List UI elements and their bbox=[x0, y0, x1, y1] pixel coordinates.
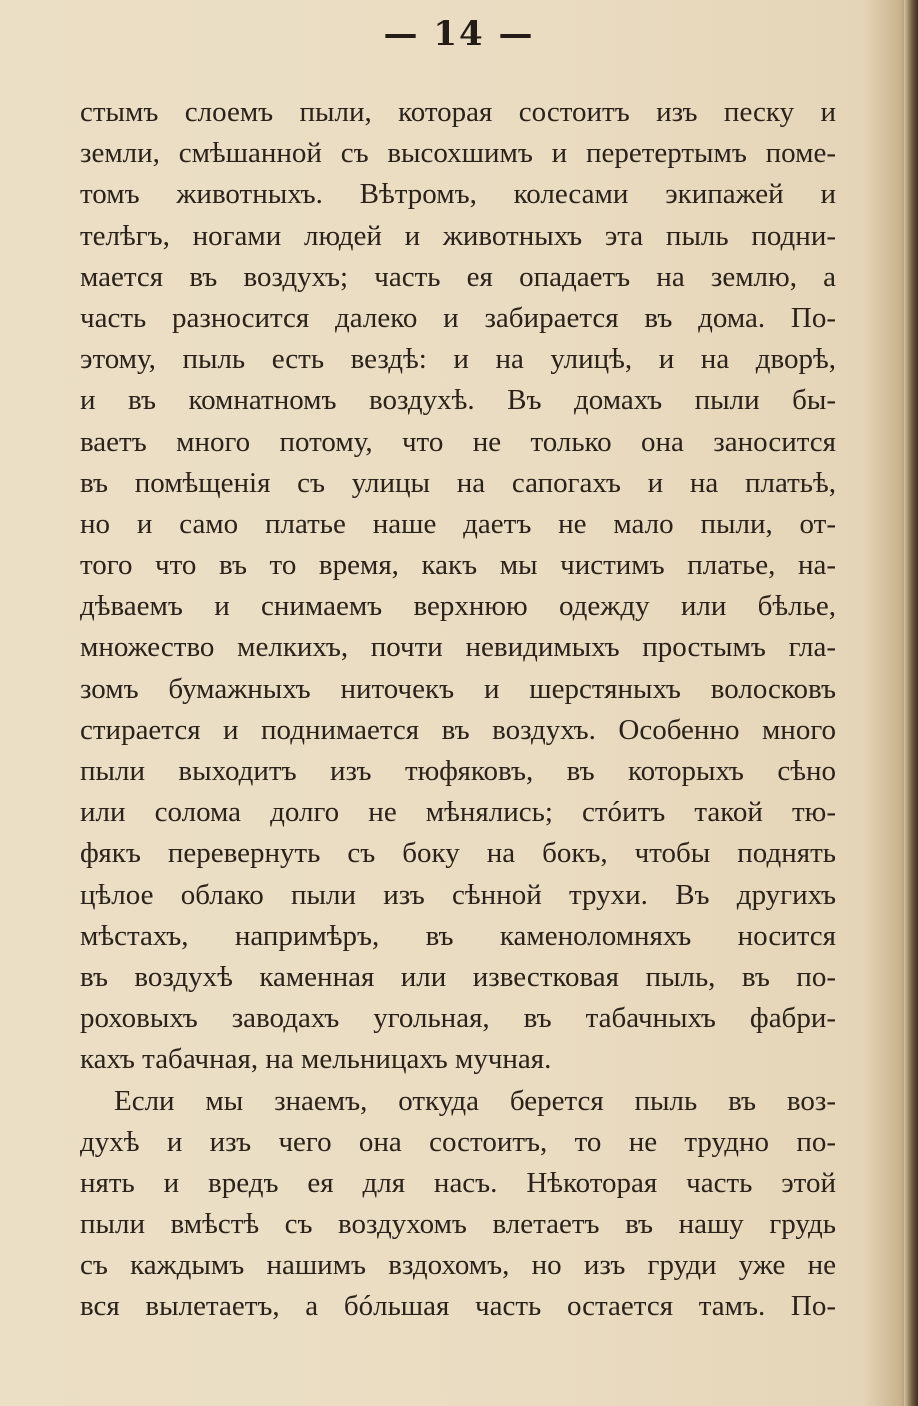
paragraph-2 bbox=[80, 1081, 836, 1328]
page-number-header: — 14 — bbox=[383, 14, 535, 54]
text-line: земли, смѣшанной съ высохшимъ и перетертымъ поме- bbox=[80, 137, 836, 170]
text-line: въ воздухѣ каменная или известковая пыль, въ по- bbox=[80, 960, 836, 993]
text-line: Если мы знаемъ, откуда берется пыль въ воз- bbox=[114, 1084, 836, 1117]
text-line: дѣваемъ и снимаемъ верхнюю одежду или бѣлье, bbox=[80, 590, 836, 623]
text-line: ваетъ много потому, что не только она заносится bbox=[80, 425, 836, 458]
page-body-text bbox=[80, 92, 836, 1328]
text-line: стирается и поднимается въ воздухъ. Особенно много bbox=[80, 713, 836, 746]
text-line: множество мелкихъ, почти невидимыхъ простымъ гла- bbox=[80, 631, 836, 664]
text-line: мается въ воздухъ; часть ея опадаетъ на землю, а bbox=[80, 260, 836, 293]
text-line: духѣ и изъ чего она состоитъ, то не трудно по- bbox=[80, 1125, 836, 1158]
paragraph-1 bbox=[80, 92, 836, 1081]
text-line: часть разносится далеко и забирается въ дома. По- bbox=[80, 301, 836, 334]
text-line: кахъ табачная, на мельницахъ мучная. bbox=[80, 1043, 552, 1076]
text-line: съ каждымъ нашимъ вздохомъ, но изъ груди уже не bbox=[80, 1249, 836, 1282]
text-line: зомъ бумажныхъ ниточекъ и шерстяныхъ волосковъ bbox=[80, 672, 836, 705]
text-line: мѣстахъ, напримѣръ, въ каменоломняхъ носится bbox=[80, 919, 836, 952]
text-line: пыли выходитъ изъ тюфяковъ, въ которыхъ сѣно bbox=[80, 755, 836, 787]
text-line: томъ животныхъ. Вѣтромъ, колесами экипажей и bbox=[80, 178, 836, 211]
text-line: и въ комнатномъ воздухѣ. Въ домахъ пыли бы- bbox=[80, 384, 836, 417]
text-line: или солома долго не мѣнялись; стóитъ такой тю- bbox=[80, 796, 836, 829]
text-line: этому, пыль есть вездѣ: и на улицѣ, и на дворѣ, bbox=[80, 343, 836, 376]
text-line: роховыхъ заводахъ угольная, въ табачныхъ фабри- bbox=[80, 1002, 836, 1035]
text-line: стымъ слоемъ пыли, которая состоитъ изъ песку и bbox=[80, 96, 836, 128]
text-line: нять и вредъ ея для насъ. Нѣкоторая часть этой bbox=[80, 1166, 836, 1199]
text-line: того что въ то время, какъ мы чистимъ платье, на- bbox=[80, 549, 836, 582]
page-edge-shadow bbox=[904, 0, 918, 1406]
text-line: вся вылетаетъ, а бóльшая часть остается тамъ. По- bbox=[80, 1290, 836, 1323]
text-line: фякъ перевернуть съ боку на бокъ, чтобы поднять bbox=[80, 837, 836, 870]
text-line: телѣгъ, ногами людей и животныхъ эта пыль подни- bbox=[80, 219, 836, 252]
text-line: пыли вмѣстѣ съ воздухомъ влетаетъ въ нашу грудь bbox=[80, 1208, 836, 1241]
text-line: цѣлое облако пыли изъ сѣнной трухи. Въ другихъ bbox=[80, 878, 836, 911]
text-line: въ помѣщенія съ улицы на сапогахъ и на платьѣ, bbox=[80, 466, 836, 499]
text-line: но и само платье наше даетъ не мало пыли, от- bbox=[80, 507, 836, 540]
